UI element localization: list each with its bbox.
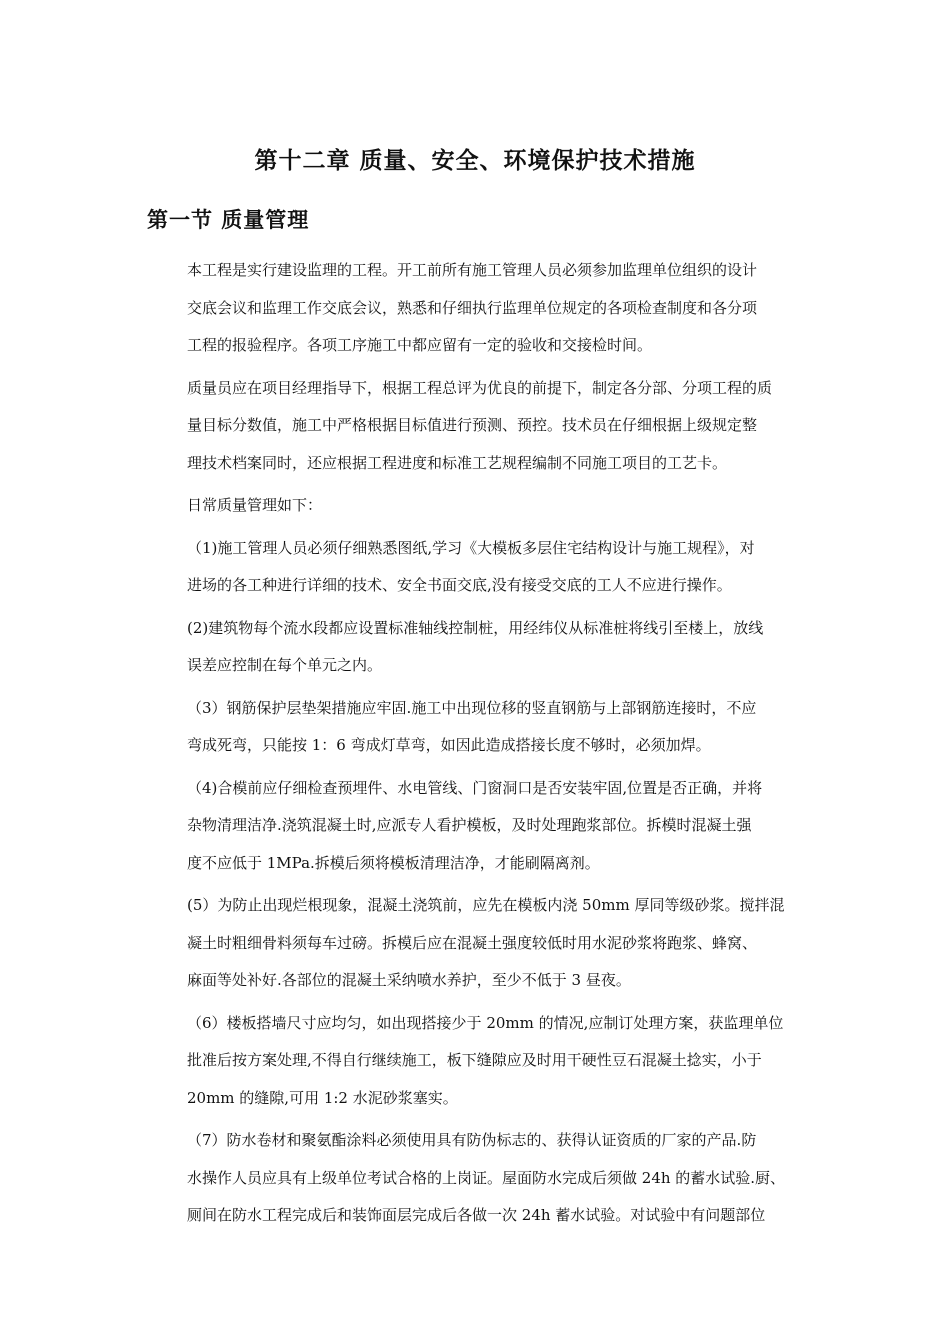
text-line: （4)合模前应仔细检查预埋件、水电管线、门窗洞口是否安装牢固,位置是否正确，并将 — [187, 778, 763, 797]
text-line: （6）楼板搭墙尺寸应均匀，如出现搭接少于 20mm 的情况,应制订处理方案，获监理单位 — [187, 1013, 784, 1032]
list-item-7 — [187, 1122, 827, 1235]
list-item-2 — [187, 610, 827, 685]
list-item-4 — [187, 770, 827, 883]
text-line: （3）钢筋保护层垫架措施应牢固.施工中出现位移的竖直钢筋与上部钢筋连接时，不应 — [187, 698, 757, 717]
list-item-1 — [187, 530, 827, 605]
text-line: （1)施工管理人员必须仔细熟悉图纸,学习《大模板多层住宅结构设计与施工规程》，对 — [187, 538, 755, 557]
text-line: 麻面等处补好.各部位的混凝土采纳喷水养护，至少不低于 3 昼夜。 — [187, 971, 631, 989]
text-line: 弯成死弯，只能按 1：6 弯成灯草弯，如因此造成搭接长度不够时，必须加焊。 — [187, 736, 711, 754]
text-line: 理技术档案同时，还应根据工程进度和标准工艺规程编制不同施工项目的工艺卡。 — [187, 453, 728, 472]
text-line: （7）防水卷材和聚氨酯涂料必须使用具有防伪标志的、获得认证资质的厂家的产品.防 — [187, 1131, 757, 1149]
text-line: 厕间在防水工程完成后和装饰面层完成后各做一次 24h 蓄水试验。对试验中有问题部位 — [187, 1206, 766, 1224]
list-item-3 — [187, 690, 827, 765]
text-line: 误差应控制在每个单元之内。 — [187, 656, 383, 674]
text-line: 批准后按方案处理,不得自行继续施工，板下缝隙应及时用干硬性豆石混凝土捻实，小于 — [187, 1051, 762, 1069]
text-line: 杂物清理洁净.浇筑混凝土时,应派专人看护模板，及时处理跑浆部位。拆模时混凝土强 — [187, 816, 752, 834]
text-line: 本工程是实行建设监理的工程。开工前所有施工管理人员必须参加监理单位组织的设计 — [187, 261, 758, 279]
chapter-title: 第十二章 质量、安全、环境保护技术措施 — [254, 148, 696, 174]
text-line: 质量员应在项目经理指导下，根据工程总评为优良的前提下，制定各分部、分项工程的质 — [187, 378, 773, 397]
paragraph-intro — [187, 252, 827, 365]
text-line: 交底会议和监理工作交底会议，熟悉和仔细执行监理单位规定的各项检查制度和各分项 — [187, 298, 758, 317]
list-item-5 — [187, 887, 827, 1000]
text-line: 度不应低于 1MPa.拆模后须将模板清理洁净，才能刷隔离剂。 — [187, 853, 600, 872]
list-item-6 — [187, 1005, 827, 1118]
text-line: (2)建筑物每个流水段都应设置标准轴线控制桩，用经纬仪从标准桩将线引至楼上，放线 — [187, 618, 764, 637]
text-line: 20mm 的缝隙,可用 1:2 水泥砂浆塞实。 — [187, 1088, 458, 1107]
section-title: 第一节 质量管理 — [147, 208, 310, 232]
text-line: 进场的各工种进行详细的技术、安全书面交底,没有接受交底的工人不应进行操作。 — [187, 576, 732, 594]
paragraph-quality-officer — [187, 370, 827, 483]
text-line: 工程的报验程序。各项工序施工中都应留有一定的验收和交接检时间。 — [187, 336, 653, 354]
body-text — [187, 252, 827, 1240]
text-line: (5）为防止出现烂根现象，混凝土浇筑前，应先在模板内浇 50mm 厚同等级砂浆。搅拌混 — [187, 896, 785, 914]
text-line: 量目标分数值，施工中严格根据目标值进行预测、预控。技术员在仔细根据上级规定整 — [187, 416, 758, 434]
text-line: 水操作人员应具有上级单位考试合格的上岗证。屋面防水完成后须做 24h 的蓄水试验.厨、 — [187, 1168, 786, 1187]
text-line: 凝土时粗细骨料须每车过磅。拆模后应在混凝土强度较低时用水泥砂浆将跑浆、蜂窝、 — [187, 933, 758, 952]
paragraph-daily-heading — [187, 487, 827, 525]
text-line: 日常质量管理如下： — [187, 496, 323, 514]
